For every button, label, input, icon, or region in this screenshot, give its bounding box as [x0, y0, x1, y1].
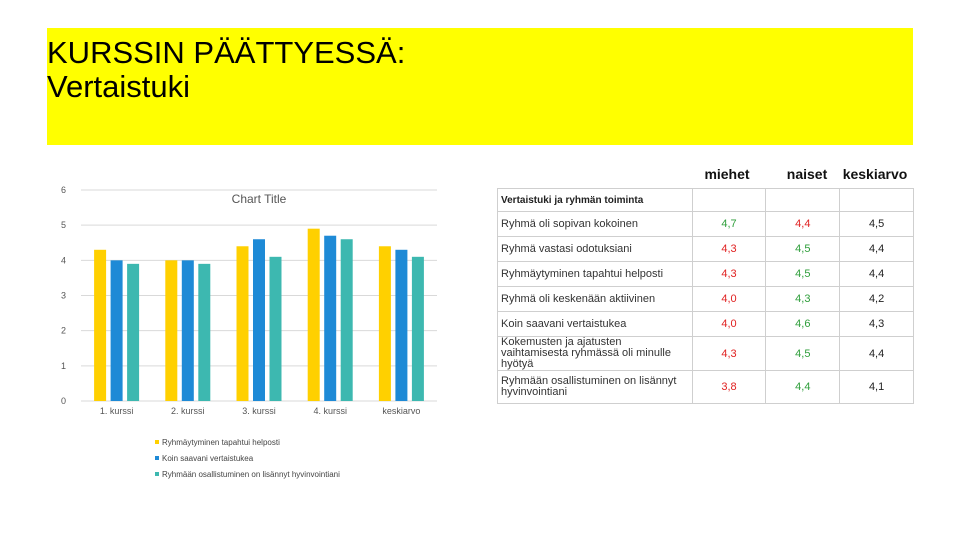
column-head-miehet: miehet — [704, 166, 750, 182]
bar — [270, 257, 282, 401]
bar — [127, 264, 139, 401]
table-cell-keskiarvo: 4,4 — [840, 262, 914, 287]
y-tick-label: 5 — [60, 220, 66, 231]
y-tick-label: 0 — [60, 396, 66, 406]
table-header-row — [498, 189, 914, 212]
table-cell-question: Ryhmä oli sopivan kokoinen — [498, 212, 693, 237]
table-cell-question: Ryhmä vastasi odotuksiani — [498, 237, 693, 262]
y-tick-label: 3 — [60, 290, 66, 301]
table-row — [498, 287, 914, 312]
bar — [165, 260, 177, 401]
table-cell-question: Kokemusten ja ajatusten vaihtamisesta ryhmässä oli minulle hyötyä — [498, 337, 693, 371]
table-cell-miehet: 3,8 — [692, 371, 766, 404]
table-row — [498, 262, 914, 287]
bar — [395, 250, 407, 401]
x-tick-label: keskiarvo — [382, 406, 421, 416]
table-row — [498, 312, 914, 337]
table-cell-naiset: 4,6 — [766, 312, 840, 337]
table-cell-naiset: 4,5 — [766, 262, 840, 287]
column-head-keskiarvo: keskiarvo — [842, 166, 908, 182]
table-row — [498, 237, 914, 262]
x-tick-label: 1. kurssi — [99, 406, 134, 416]
table-column-heads — [497, 166, 914, 188]
table-cell-miehet: 4,3 — [692, 237, 766, 262]
bar — [253, 239, 265, 401]
table-cell-miehet: 4,7 — [692, 212, 766, 237]
table-cell-miehet: 4,0 — [692, 312, 766, 337]
table-cell-naiset: 4,5 — [766, 237, 840, 262]
table-cell-keskiarvo: 4,4 — [840, 337, 914, 371]
bar-chart — [47, 175, 447, 420]
results-table — [497, 188, 914, 404]
table-body — [498, 212, 914, 404]
table-row — [498, 371, 914, 404]
table-row — [498, 212, 914, 237]
slide-title — [47, 36, 405, 104]
legend-swatch — [155, 456, 159, 460]
table-cell-keskiarvo: 4,1 — [840, 371, 914, 404]
bar — [182, 260, 194, 401]
table-cell-keskiarvo: 4,2 — [840, 287, 914, 312]
x-tick-label: 3. kurssi — [242, 406, 276, 416]
table-cell-question: Ryhmään osallistuminen on lisännyt hyvinvointiani — [498, 371, 693, 404]
legend-swatch — [155, 472, 159, 476]
table-header-cell — [840, 189, 914, 212]
slide-title-line-2: Vertaistuki — [47, 69, 191, 104]
x-tick-label: 2. kurssi — [171, 406, 205, 416]
y-tick-label: 1 — [60, 360, 66, 371]
x-tick-label: 4. kurssi — [313, 406, 347, 416]
table-cell-naiset: 4,4 — [766, 371, 840, 404]
table-cell-keskiarvo: 4,5 — [840, 212, 914, 237]
table-row — [498, 337, 914, 371]
slide-title-line-1: KURSSIN PÄÄTTYESSÄ: — [47, 35, 406, 70]
table-cell-question: Ryhmäytyminen tapahtui helposti — [498, 262, 693, 287]
bar — [379, 246, 391, 401]
table-cell-miehet: 4,3 — [692, 262, 766, 287]
bar — [308, 229, 320, 401]
table-cell-naiset: 4,4 — [766, 212, 840, 237]
legend-swatch — [155, 440, 159, 444]
column-head-naiset: naiset — [786, 166, 828, 182]
legend-label: Koin saavani vertaistukea — [162, 453, 254, 463]
bar — [341, 239, 353, 401]
table-cell-naiset: 4,5 — [766, 337, 840, 371]
table-cell-keskiarvo: 4,4 — [840, 237, 914, 262]
bar — [198, 264, 210, 401]
table-header-cell: Vertaistuki ja ryhmän toiminta — [498, 189, 693, 212]
bar — [324, 236, 336, 401]
bar — [94, 250, 106, 401]
y-tick-label: 4 — [60, 255, 66, 266]
bar — [412, 257, 424, 401]
y-tick-label: 2 — [60, 325, 66, 336]
title-band — [47, 28, 913, 145]
table-cell-question: Koin saavani vertaistukea — [498, 312, 693, 337]
legend-label: Ryhmäytyminen tapahtui helposti — [162, 437, 280, 447]
legend-label: Ryhmään osallistuminen on lisännyt hyvinvointiani — [162, 469, 340, 479]
y-tick-label: 6 — [60, 185, 66, 195]
legend-item — [155, 450, 340, 466]
table-cell-question: Ryhmä oli keskenään aktiivinen — [498, 287, 693, 312]
chart-title: Chart Title — [231, 192, 287, 206]
bar — [111, 260, 123, 401]
table-header-cell — [692, 189, 766, 212]
table-cell-keskiarvo: 4,3 — [840, 312, 914, 337]
bar — [237, 246, 249, 401]
table-header-cell — [766, 189, 840, 212]
table-cell-miehet: 4,3 — [692, 337, 766, 371]
legend-item — [155, 466, 340, 482]
table-cell-naiset: 4,3 — [766, 287, 840, 312]
chart-legend — [155, 434, 340, 482]
legend-item — [155, 434, 340, 450]
table-cell-miehet: 4,0 — [692, 287, 766, 312]
